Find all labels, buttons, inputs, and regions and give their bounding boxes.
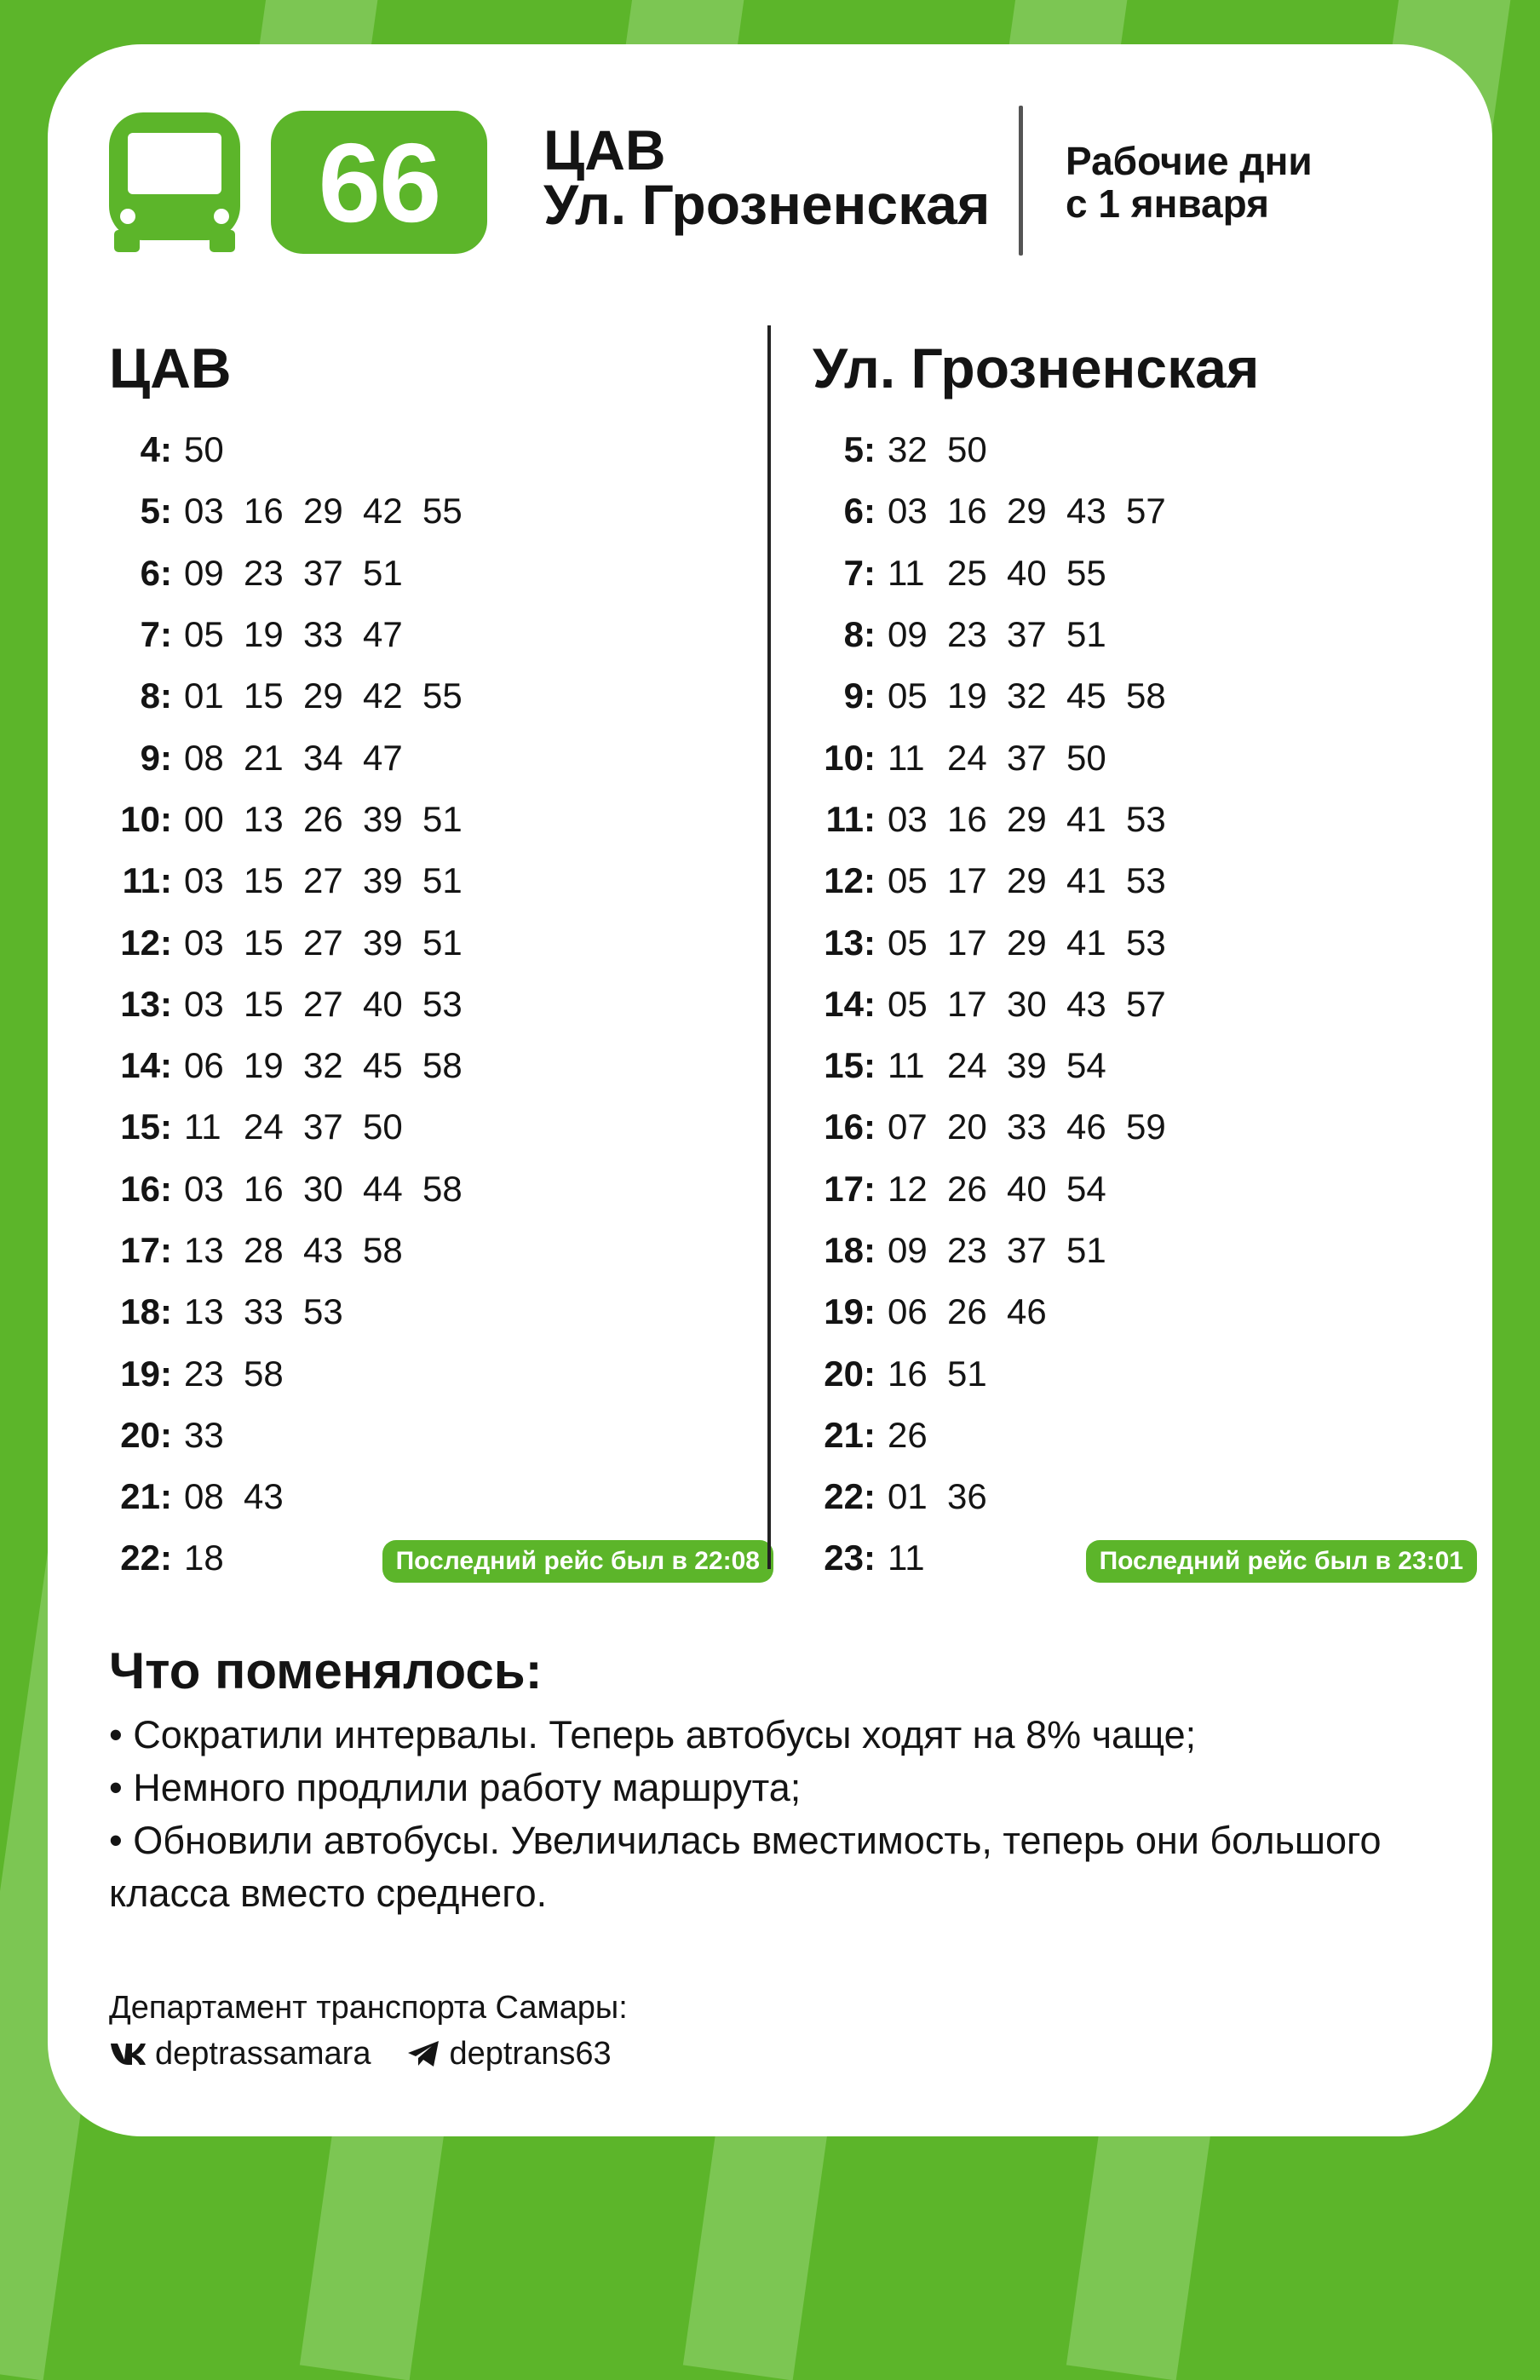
departure-minute: 51 (422, 798, 463, 839)
departure-minute: 55 (1066, 552, 1106, 593)
departure-minute: 03 (184, 491, 224, 532)
timetable-row (109, 974, 773, 1035)
hour-label: 21: (120, 1476, 172, 1517)
departure-minute: 32 (303, 1045, 343, 1086)
departure-minute: 39 (363, 860, 403, 901)
minutes-list (888, 1045, 1126, 1086)
departure-minute: 27 (303, 860, 343, 901)
footer-label: Департамент транспорта Самары: (109, 1990, 628, 2026)
hour-label: 22: (824, 1476, 876, 1517)
minutes-list (184, 1291, 363, 1332)
departure-minute: 55 (422, 491, 463, 532)
timetable-row (813, 419, 1477, 480)
minutes-list (888, 984, 1186, 1025)
departure-minute: 37 (303, 552, 343, 593)
hour-label: 14: (824, 983, 876, 1024)
departure-minute: 08 (184, 1476, 224, 1517)
departure-minute: 19 (947, 675, 987, 716)
departure-minute: 19 (244, 614, 284, 655)
column-title: Ул. Грозненская (813, 336, 1260, 400)
departure-minute: 15 (244, 860, 284, 901)
departure-minute: 40 (1007, 552, 1047, 593)
timetable-row (109, 665, 773, 727)
minutes-list (184, 675, 482, 716)
departure-minute: 03 (184, 983, 224, 1024)
departure-minute: 42 (363, 675, 403, 716)
departure-minute: 39 (363, 922, 403, 963)
departure-minute: 23 (244, 552, 284, 593)
departure-minute: 41 (1066, 860, 1106, 901)
minutes-list (888, 1538, 947, 1578)
departure-minute: 21 (244, 737, 284, 778)
hour-label: 8: (843, 614, 876, 655)
column-title: ЦАВ (109, 336, 232, 400)
departure-minute: 39 (1007, 1045, 1047, 1086)
departure-minute: 24 (947, 1045, 987, 1086)
departure-minute: 45 (363, 1045, 403, 1086)
departure-minute: 53 (303, 1291, 343, 1332)
departure-minute: 29 (1007, 798, 1047, 839)
timetable-row (109, 789, 773, 850)
minutes-list (184, 1107, 422, 1147)
departure-minute: 43 (244, 1476, 284, 1517)
departure-minute: 33 (1007, 1107, 1047, 1147)
timetable-row (109, 604, 773, 665)
departure-minute: 11 (888, 552, 925, 593)
departure-minute: 58 (422, 1168, 463, 1209)
minutes-list (888, 675, 1186, 716)
minutes-list (888, 1169, 1126, 1210)
timetable-row (813, 1342, 1477, 1404)
departure-minute: 09 (888, 1230, 928, 1270)
hour-label: 13: (824, 922, 876, 963)
departure-minute: 40 (1007, 1168, 1047, 1209)
timetable-row (813, 1035, 1477, 1096)
minutes-list (888, 1291, 1066, 1332)
timetable-row (813, 789, 1477, 850)
departure-minute: 26 (947, 1168, 987, 1209)
departure-minute: 43 (303, 1230, 343, 1270)
route-stop-a: ЦАВ (543, 118, 666, 181)
departure-minute: 23 (947, 614, 987, 655)
departure-minute: 33 (184, 1414, 224, 1455)
vk-icon (109, 2041, 147, 2067)
timetable-row (109, 727, 773, 788)
telegram-link[interactable] (406, 2032, 611, 2075)
timetable-row (813, 911, 1477, 973)
departure-minute: 29 (1007, 491, 1047, 532)
telegram-icon (406, 2039, 440, 2068)
departure-minute: 23 (184, 1353, 224, 1394)
departure-minute: 54 (1066, 1045, 1106, 1086)
timetable-rows (813, 419, 1477, 1590)
departure-minute: 05 (888, 922, 928, 963)
departure-minute: 53 (1126, 798, 1166, 839)
route-stop-b: Ул. Грозненская (543, 173, 991, 236)
hour-label: 19: (120, 1353, 172, 1394)
departure-minute: 17 (947, 983, 987, 1024)
departure-minute: 20 (947, 1107, 987, 1147)
departure-minute: 33 (303, 614, 343, 655)
hour-label: 22: (120, 1538, 172, 1578)
minutes-list (184, 429, 244, 470)
minutes-list (184, 614, 422, 655)
minutes-list (888, 1230, 1126, 1271)
departure-minute: 51 (1066, 614, 1106, 655)
timetable-card (48, 44, 1492, 2136)
departure-minute: 16 (888, 1353, 928, 1394)
hour-label: 11: (122, 860, 172, 901)
hour-label: 18: (120, 1291, 172, 1332)
departure-minute: 17 (947, 922, 987, 963)
departure-minute: 47 (363, 737, 403, 778)
footer (109, 1986, 647, 2075)
timetable-row (813, 1466, 1477, 1527)
departure-minute: 26 (888, 1414, 928, 1455)
hour-label: 6: (843, 491, 876, 532)
departure-minute: 25 (947, 552, 987, 593)
hour-label: 7: (140, 614, 172, 655)
departure-minute: 16 (947, 491, 987, 532)
minutes-list (184, 491, 482, 532)
departure-minute: 28 (244, 1230, 284, 1270)
departure-minute: 00 (184, 798, 224, 839)
timetable-row (109, 1405, 773, 1466)
departure-minute: 17 (947, 860, 987, 901)
departure-minute: 13 (184, 1230, 224, 1270)
departure-minute: 54 (1066, 1168, 1106, 1209)
departure-minute: 11 (888, 1538, 925, 1578)
departure-minute: 50 (363, 1107, 403, 1147)
departure-minute: 16 (244, 1168, 284, 1209)
hour-label: 10: (824, 737, 876, 778)
departure-minute: 46 (1066, 1107, 1106, 1147)
timetable-row (109, 543, 773, 604)
vk-handle: deptrassamara (155, 2036, 371, 2072)
departure-minute: 06 (888, 1291, 928, 1332)
departure-minute: 03 (184, 1168, 224, 1209)
hour-label: 19: (824, 1291, 876, 1332)
timetable-row (813, 1281, 1477, 1342)
timetable-row (813, 1220, 1477, 1281)
route-number: 66 (318, 119, 440, 245)
departure-minute: 19 (244, 1045, 284, 1086)
timetable-row (813, 1096, 1477, 1158)
hour-label: 13: (120, 983, 172, 1024)
schedule-days: Рабочие дни (1066, 139, 1313, 183)
departure-minute: 51 (422, 922, 463, 963)
hour-label: 5: (843, 429, 876, 470)
departure-minute: 53 (1126, 922, 1166, 963)
vk-link[interactable] (109, 2032, 371, 2075)
change-item: • Немного продлили работу маршрута; (109, 1766, 802, 1809)
departure-minute: 03 (888, 798, 928, 839)
departure-minute: 37 (1007, 1230, 1047, 1270)
hour-label: 18: (824, 1230, 876, 1270)
departure-minute: 32 (888, 429, 928, 470)
minutes-list (888, 429, 1007, 470)
hour-label: 9: (140, 737, 172, 778)
timetable-row (813, 974, 1477, 1035)
minutes-list (184, 860, 482, 901)
departure-minute: 27 (303, 983, 343, 1024)
minutes-list (184, 984, 482, 1025)
timetable-rows (109, 419, 773, 1590)
departure-minute: 58 (422, 1045, 463, 1086)
timetable-row (813, 850, 1477, 911)
timetable-row (109, 480, 773, 542)
bus-icon (107, 111, 242, 254)
departure-minute: 58 (244, 1353, 284, 1394)
departure-minute: 57 (1126, 491, 1166, 532)
departure-minute: 11 (888, 737, 925, 778)
hour-label: 16: (824, 1107, 876, 1147)
changes-section (109, 1641, 1438, 1920)
hour-label: 23: (824, 1538, 876, 1578)
minutes-list (888, 1415, 947, 1456)
departure-minute: 11 (888, 1045, 925, 1086)
departure-minute: 37 (1007, 737, 1047, 778)
last-run-badge: Последний рейс был в 23:01 (1086, 1540, 1477, 1583)
hour-label: 8: (140, 675, 172, 716)
minutes-list (184, 1354, 303, 1394)
departure-minute: 26 (947, 1291, 987, 1332)
change-item: • Обновили автобусы. Увеличилась вместимость, теперь они большого класса вместо среднего. (109, 1819, 1382, 1915)
minutes-list (888, 738, 1126, 779)
timetable-row (109, 1158, 773, 1220)
hour-label: 12: (120, 922, 172, 963)
departure-minute: 01 (888, 1476, 928, 1517)
departure-minute: 51 (422, 860, 463, 901)
timetable-row (813, 1405, 1477, 1466)
timetable-row (109, 1220, 773, 1281)
column-divider (767, 325, 771, 1569)
schedule-start-date: с 1 января (1066, 181, 1269, 226)
departure-minute: 24 (947, 737, 987, 778)
minutes-list (888, 491, 1186, 532)
departure-minute: 50 (947, 429, 987, 470)
timetable-row (109, 1342, 773, 1404)
minutes-list (184, 1476, 303, 1517)
departure-minute: 50 (184, 429, 224, 470)
departure-minute: 45 (1066, 675, 1106, 716)
minutes-list (184, 1045, 482, 1086)
minutes-list (888, 860, 1186, 901)
minutes-list (184, 799, 482, 840)
departure-minute: 03 (184, 922, 224, 963)
departure-minute: 09 (888, 614, 928, 655)
departure-minute: 42 (363, 491, 403, 532)
hour-label: 14: (120, 1045, 172, 1086)
minutes-list (888, 799, 1186, 840)
departure-minute: 51 (1066, 1230, 1106, 1270)
departure-minute: 26 (303, 798, 343, 839)
telegram-handle: deptrans63 (449, 2036, 612, 2072)
last-run-badge: Последний рейс был в 22:08 (382, 1540, 773, 1583)
timetable-row (813, 480, 1477, 542)
minutes-list (888, 1476, 1007, 1517)
timetable-row (813, 543, 1477, 604)
minutes-list (184, 1230, 422, 1271)
changes-title: Что поменялось: (109, 1642, 543, 1699)
departure-minute: 39 (363, 798, 403, 839)
departure-minute: 29 (1007, 922, 1047, 963)
departure-minute: 30 (1007, 983, 1047, 1024)
departure-minute: 08 (184, 737, 224, 778)
minutes-list (184, 553, 422, 594)
departure-minute: 40 (363, 983, 403, 1024)
hour-label: 12: (824, 860, 876, 901)
departure-minute: 15 (244, 922, 284, 963)
hour-label: 5: (140, 491, 172, 532)
departure-minute: 50 (1066, 737, 1106, 778)
departure-minute: 23 (947, 1230, 987, 1270)
departure-minute: 06 (184, 1045, 224, 1086)
departure-minute: 57 (1126, 983, 1166, 1024)
hour-label: 7: (843, 552, 876, 593)
departure-minute: 41 (1066, 922, 1106, 963)
timetable-row (813, 604, 1477, 665)
hour-label: 15: (120, 1107, 172, 1147)
departure-minute: 16 (244, 491, 284, 532)
timetable-row (109, 911, 773, 973)
departure-minute: 24 (244, 1107, 284, 1147)
minutes-list (184, 1169, 482, 1210)
hour-label: 11: (825, 798, 876, 839)
departure-minute: 58 (363, 1230, 403, 1270)
departure-minute: 15 (244, 983, 284, 1024)
social-links (109, 2032, 647, 2075)
departure-minute: 51 (947, 1353, 987, 1394)
minutes-list (888, 923, 1186, 963)
departure-minute: 55 (422, 675, 463, 716)
hour-label: 17: (120, 1230, 172, 1270)
minutes-list (888, 1354, 1007, 1394)
departure-minute: 07 (888, 1107, 928, 1147)
departure-minute: 03 (888, 491, 928, 532)
departure-minute: 30 (303, 1168, 343, 1209)
timetable-column-groznenskaya (813, 325, 1477, 1590)
departure-minute: 11 (184, 1107, 221, 1147)
timetable-row (109, 1281, 773, 1342)
hour-label: 17: (824, 1168, 876, 1209)
departure-minute: 01 (184, 675, 224, 716)
schedule-type (1066, 140, 1313, 225)
change-item: • Сократили интервалы. Теперь автобусы ходят на 8% чаще; (109, 1713, 1197, 1756)
minutes-list (184, 923, 482, 963)
departure-minute: 58 (1126, 675, 1166, 716)
departure-minute: 05 (888, 860, 928, 901)
route-stops (543, 118, 991, 236)
minutes-list (888, 553, 1126, 594)
departure-minute: 43 (1066, 491, 1106, 532)
departure-minute: 13 (244, 798, 284, 839)
hour-label: 20: (824, 1353, 876, 1394)
departure-minute: 53 (1126, 860, 1166, 901)
hour-label: 4: (140, 429, 172, 470)
departure-minute: 53 (422, 983, 463, 1024)
timetable-row (109, 1035, 773, 1096)
route-number-badge (271, 111, 487, 254)
departure-minute: 05 (888, 675, 928, 716)
departure-minute: 13 (184, 1291, 224, 1332)
minutes-list (184, 1415, 244, 1456)
departure-minute: 29 (303, 491, 343, 532)
timetable-column-cav (109, 325, 773, 1590)
hour-label: 20: (120, 1414, 172, 1455)
departure-minute: 18 (184, 1538, 224, 1578)
departure-minute: 47 (363, 614, 403, 655)
departure-minute: 09 (184, 552, 224, 593)
hour-label: 6: (140, 552, 172, 593)
departure-minute: 27 (303, 922, 343, 963)
timetable-row (109, 850, 773, 911)
departure-minute: 16 (947, 798, 987, 839)
departure-minute: 59 (1126, 1107, 1166, 1147)
timetable-row (813, 727, 1477, 788)
departure-minute: 34 (303, 737, 343, 778)
timetable-row (109, 1096, 773, 1158)
departure-minute: 41 (1066, 798, 1106, 839)
timetable-row (109, 419, 773, 480)
hour-label: 16: (120, 1168, 172, 1209)
departure-minute: 15 (244, 675, 284, 716)
timetable-row (109, 1466, 773, 1527)
departure-minute: 33 (244, 1291, 284, 1332)
minutes-list (888, 614, 1126, 655)
departure-minute: 32 (1007, 675, 1047, 716)
departure-minute: 03 (184, 860, 224, 901)
departure-minute: 51 (363, 552, 403, 593)
departure-minute: 05 (184, 614, 224, 655)
hour-label: 9: (843, 675, 876, 716)
hour-label: 15: (824, 1045, 876, 1086)
departure-minute: 43 (1066, 983, 1106, 1024)
header-divider (1019, 106, 1023, 256)
departure-minute: 36 (947, 1476, 987, 1517)
hour-label: 21: (824, 1414, 876, 1455)
departure-minute: 44 (363, 1168, 403, 1209)
timetable-row (813, 1158, 1477, 1220)
departure-minute: 12 (888, 1168, 928, 1209)
minutes-list (184, 1538, 244, 1578)
minutes-list (184, 738, 422, 779)
minutes-list (888, 1107, 1186, 1147)
hour-label: 10: (120, 798, 172, 839)
departure-minute: 37 (1007, 614, 1047, 655)
departure-minute: 05 (888, 983, 928, 1024)
departure-minute: 29 (303, 675, 343, 716)
departure-minute: 37 (303, 1107, 343, 1147)
timetable-row (813, 665, 1477, 727)
departure-minute: 29 (1007, 860, 1047, 901)
departure-minute: 46 (1007, 1291, 1047, 1332)
